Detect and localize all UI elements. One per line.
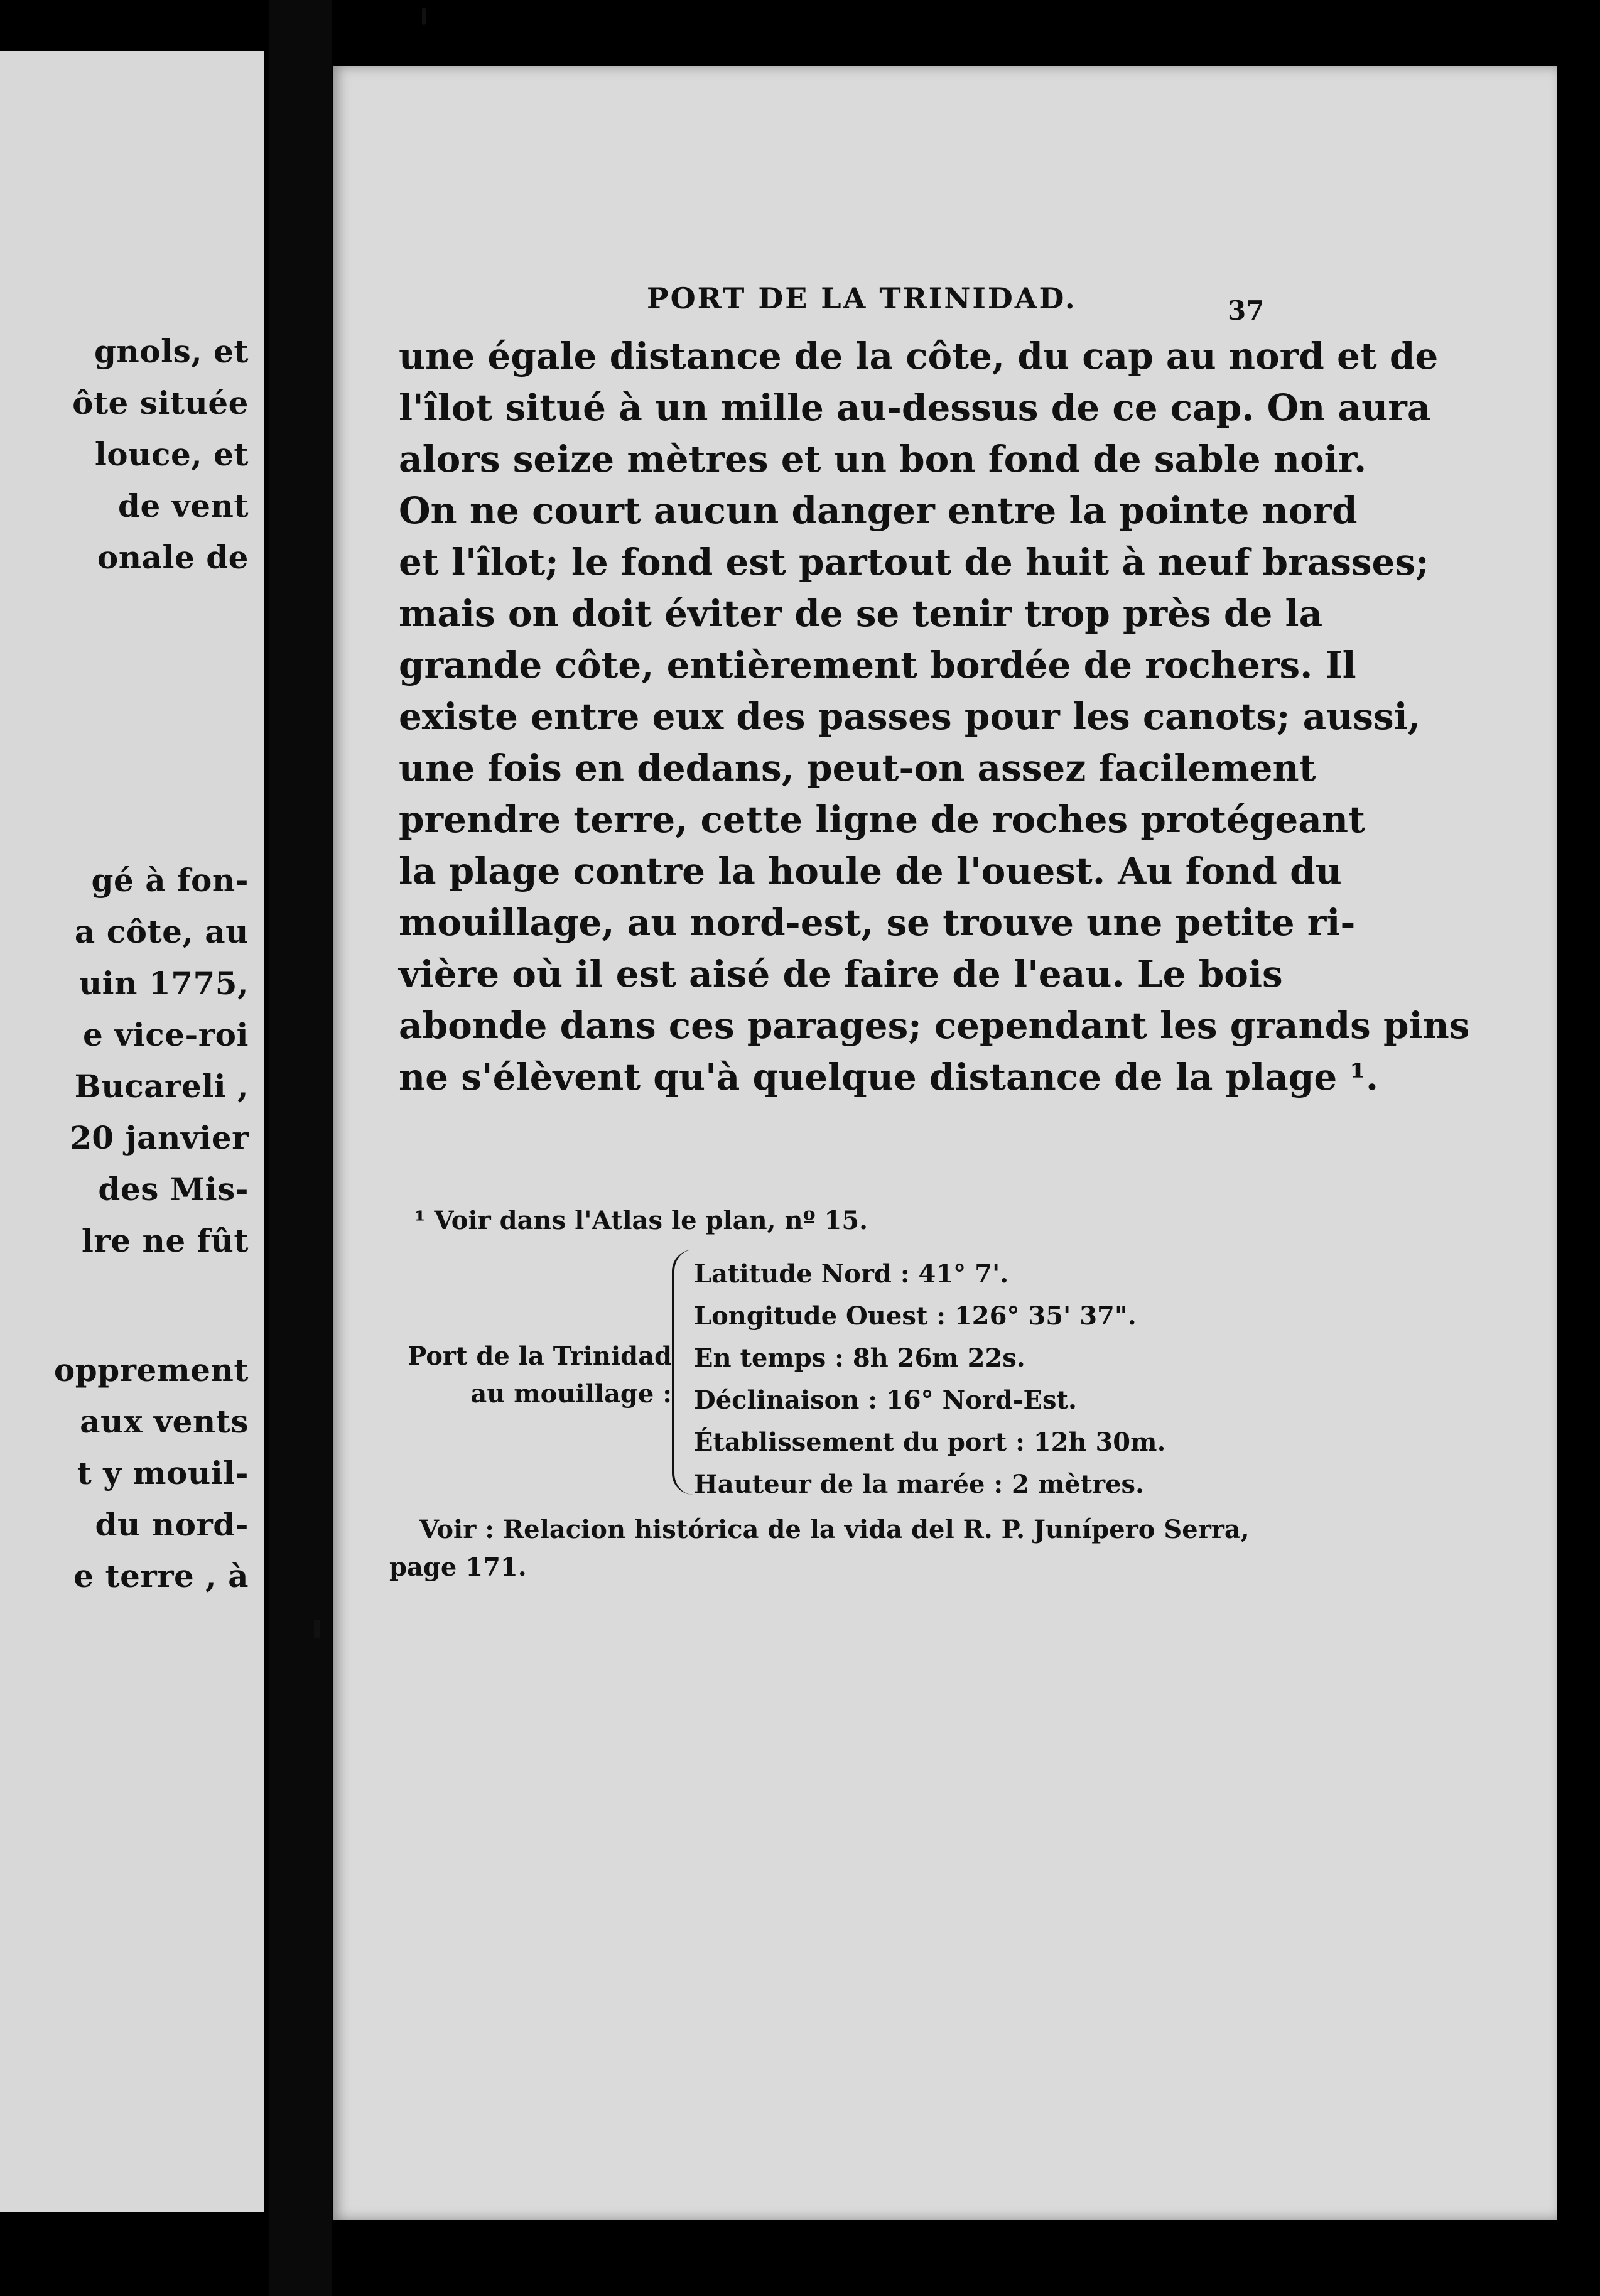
body-text-line: abonde dans ces parages; cependant les grands pins — [399, 1004, 1470, 1047]
left-page-line: gé à fon- — [91, 862, 249, 899]
left-page-line: aux vents — [80, 1403, 249, 1440]
left-facing-page — [0, 51, 264, 2212]
body-text-line: grande côte, entièrement bordée de rochers. Il — [399, 644, 1356, 686]
left-page-line: louce, et — [94, 436, 249, 473]
body-text-line: et l'îlot; le fond est partout de huit à neuf brasses; — [399, 541, 1429, 583]
body-text-line: vière où il est aisé de faire de l'eau. Le bois — [399, 953, 1283, 995]
running-head: PORT DE LA TRINIDAD. — [647, 281, 1077, 315]
reference-line: Voir : Relacion histórica de la vida del R. P. Junípero Serra, — [419, 1515, 1250, 1544]
left-page-line: gnols, et — [94, 333, 249, 370]
page-number: 37 — [1228, 295, 1265, 326]
body-text-line: prendre terre, cette ligne de roches protégeant — [399, 798, 1365, 841]
left-page-line: uin 1775, — [78, 965, 249, 1002]
left-page-line: Bucareli , — [74, 1068, 249, 1105]
body-text-line: ne s'élèvent qu'à quelque distance de la plage ¹. — [399, 1056, 1379, 1098]
coordinate-line: Latitude Nord : 41° 7'. — [694, 1259, 1009, 1289]
reference-line: page 171. — [389, 1552, 527, 1582]
left-page-line: opprement — [53, 1351, 249, 1389]
left-page-line: des Mis- — [98, 1171, 249, 1208]
body-text-line: existe entre eux des passes pour les canots; aussi, — [399, 695, 1420, 738]
coordinate-line: Longitude Ouest : 126° 35' 37". — [694, 1301, 1137, 1331]
coordinates-label-line: Port de la Trinidad — [408, 1341, 672, 1371]
body-text-line: mouillage, au nord-est, se trouve une petite ri- — [399, 901, 1356, 944]
left-page-line: ôte située — [72, 384, 249, 421]
body-text-line: l'îlot situé à un mille au-dessus de ce cap. On aura — [399, 386, 1431, 429]
book-spine-shadow — [269, 0, 332, 2296]
body-text-line: une égale distance de la côte, du cap au nord et de — [399, 335, 1439, 377]
body-text-line: une fois en dedans, peut-on assez facilement — [399, 747, 1316, 789]
left-page-line: 20 janvier — [69, 1119, 249, 1156]
coordinate-line: En temps : 8h 26m 22s. — [694, 1343, 1025, 1373]
scan-mark — [422, 8, 426, 25]
left-page-line: lre ne fût — [81, 1222, 249, 1259]
scan-mark — [314, 1620, 320, 1638]
body-text-line: On ne court aucun danger entre la pointe nord — [399, 489, 1358, 532]
body-text-line: la plage contre la houle de l'ouest. Au fond du — [399, 850, 1342, 892]
coordinate-line: Établissement du port : 12h 30m. — [694, 1427, 1166, 1457]
footnote: ¹ Voir dans l'Atlas le plan, nº 15. — [414, 1206, 868, 1235]
left-page-line: a côte, au — [74, 913, 249, 950]
left-page-line: du nord- — [95, 1506, 249, 1543]
coordinates-label — [389, 1338, 672, 1413]
coordinate-line: Hauteur de la marée : 2 mètres. — [694, 1470, 1144, 1499]
left-page-line: e terre , à — [73, 1557, 249, 1595]
body-text-line: alors seize mètres et un bon fond de sable noir. — [399, 438, 1367, 480]
coordinate-line: Déclinaison : 16° Nord-Est. — [694, 1385, 1077, 1415]
left-page-line: onale de — [97, 539, 249, 576]
body-text-line: mais on doit éviter de se tenir trop près de la — [399, 592, 1323, 635]
coordinates-brace — [672, 1250, 693, 1495]
coordinates-label-line: au mouillage : — [470, 1379, 672, 1409]
left-page-line: t y mouil- — [77, 1454, 249, 1492]
left-page-line: e vice-roi — [83, 1016, 249, 1053]
left-page-line: de vent — [118, 487, 249, 524]
